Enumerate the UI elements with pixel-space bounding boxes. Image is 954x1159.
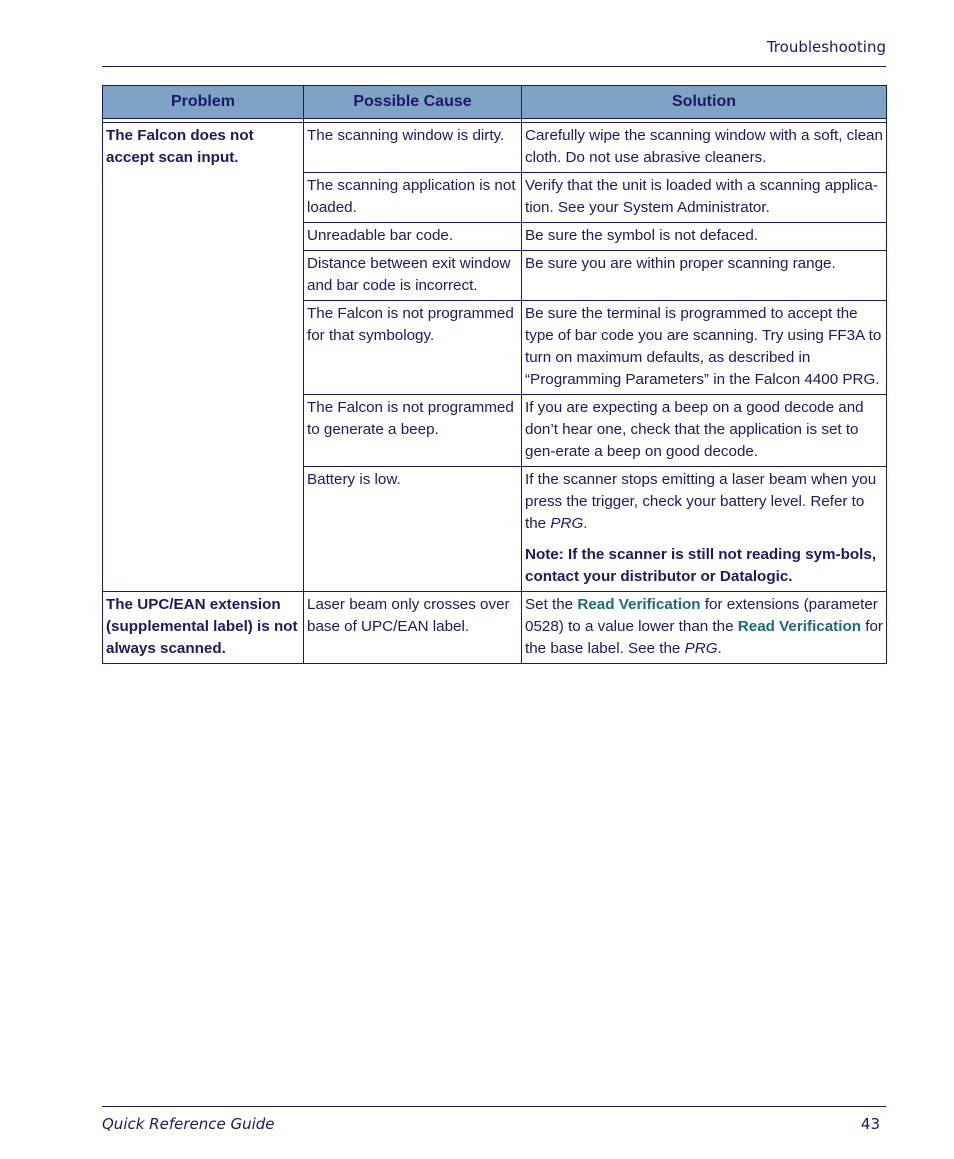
solution-text: for extensions (parameter 0528) to a value lower than the	[525, 596, 878, 635]
cause-cell: Laser beam only crosses over base of UPC/EAN label.	[304, 592, 522, 664]
section-title: Troubleshooting	[766, 38, 886, 56]
solution-text: for the base label. See the	[525, 618, 883, 657]
solution-cell: Be sure you are within proper scanning range.	[522, 251, 887, 301]
cause-cell: The Falcon is not programmed for that symbology.	[304, 301, 522, 395]
note-text: Note: If the scanner is still not reading sym-bols, contact your distributor or Datalogic.	[525, 546, 877, 585]
table-row	[103, 592, 887, 664]
column-header-cause: Possible Cause	[304, 86, 522, 119]
solution-cell: If you are expecting a beep on a good decode and don’t hear one, check that the application is set to gen-erate a beep on good decode.	[522, 395, 887, 467]
guide-title: Quick Reference Guide	[102, 1115, 275, 1133]
solution-cell: Be sure the symbol is not defaced.	[522, 223, 887, 251]
cause-cell: Unreadable bar code.	[304, 223, 522, 251]
solution-text-end: .	[717, 640, 722, 657]
cause-cell: Battery is low.	[304, 467, 522, 592]
problem-cell: The UPC/EAN extension (supplemental label) is not always scanned.	[103, 592, 304, 664]
cause-cell: The scanning window is dirty.	[304, 123, 522, 173]
cause-cell: The Falcon is not programmed to generate a beep.	[304, 395, 522, 467]
solution-cell: Be sure the terminal is programmed to accept the type of bar code you are scanning. Try using FF3A to turn on maximum defaults, as described in “Programming Parameters” in the Falcon 4400 PRG.	[522, 301, 887, 395]
table-row	[103, 123, 887, 173]
prg-reference: PRG	[550, 515, 584, 532]
problem-cell: The Falcon does not accept scan input.	[103, 123, 304, 592]
solution-cell	[522, 467, 887, 592]
prg-reference: PRG	[684, 640, 718, 657]
cause-cell: The scanning application is not loaded.	[304, 173, 522, 223]
solution-text-end: .	[583, 515, 588, 532]
solution-cell: Carefully wipe the scanning window with a soft, clean cloth. Do not use abrasive cleaners.	[522, 123, 887, 173]
troubleshooting-table	[102, 85, 887, 664]
solution-cell	[522, 592, 887, 664]
footer-rule	[102, 1106, 886, 1107]
table-header-row	[103, 86, 887, 119]
read-verification-link[interactable]: Read Verification	[737, 618, 862, 635]
header-rule	[102, 66, 886, 67]
solution-cell: Verify that the unit is loaded with a scanning applica-tion. See your System Administrator.	[522, 173, 887, 223]
solution-text: Set the	[525, 596, 578, 613]
column-header-problem: Problem	[103, 86, 304, 119]
cause-cell: Distance between exit window and bar code is incorrect.	[304, 251, 522, 301]
page-number: 43	[860, 1115, 880, 1133]
read-verification-link[interactable]: Read Verification	[577, 596, 701, 613]
column-header-solution: Solution	[522, 86, 887, 119]
solution-text: If the scanner stops emitting a laser beam when you press the trigger, check your battery level. Refer to the	[525, 471, 877, 532]
